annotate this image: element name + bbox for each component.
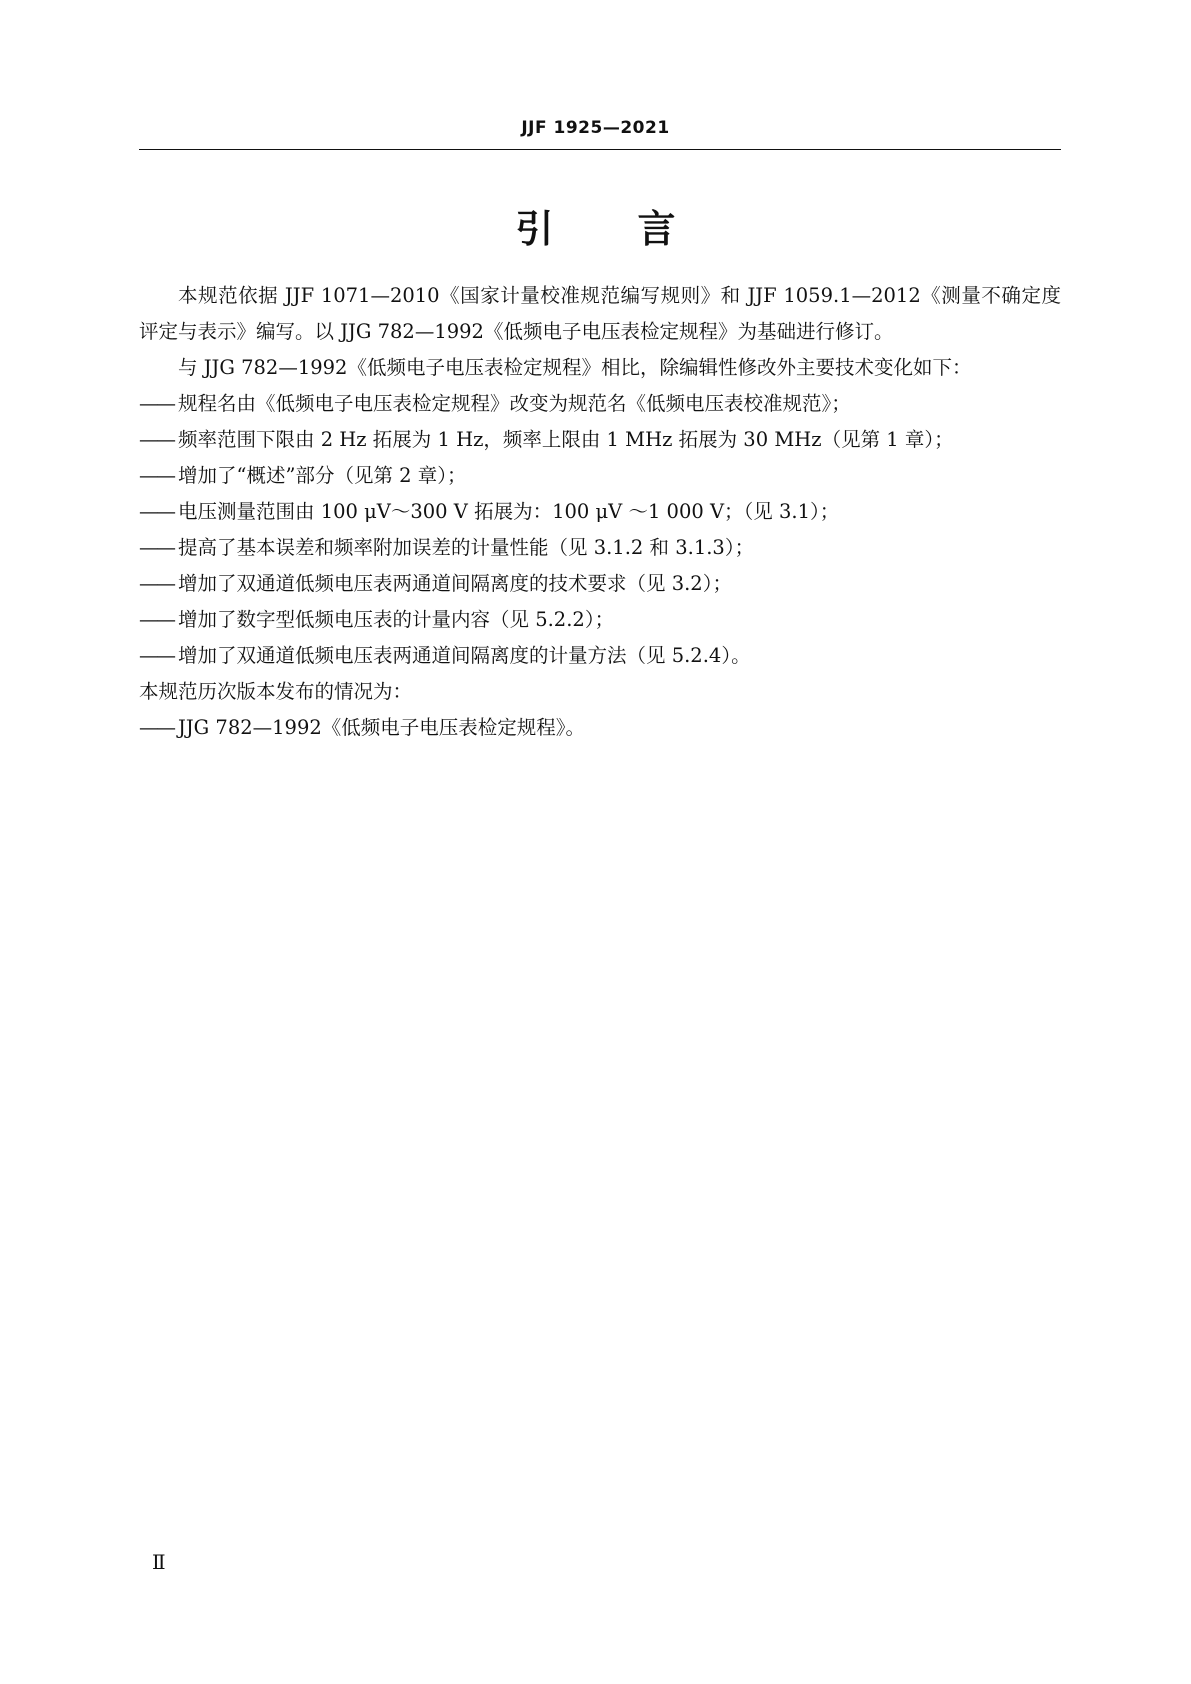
dash-marker: —— [139,392,174,415]
page-title [0,198,1191,253]
history-item [139,710,1061,746]
change-item [139,386,1061,422]
dash-marker: —— [139,500,174,523]
change-item [139,422,1061,458]
dash-marker: —— [139,608,174,631]
change-item [139,602,1061,638]
change-item [139,566,1061,602]
document-code-header: JJF 1925—2021 [521,118,670,138]
changes-intro-paragraph: 与 JJG 782—1992《低频电子电压表检定规程》相比，除编辑性修改外主要技术变化如下： [178,356,972,379]
header-divider [139,149,1061,150]
page-number: Ⅱ [152,1550,166,1574]
title-char-1: 引 [515,207,554,251]
dash-marker: —— [139,572,174,595]
change-item [139,494,1061,530]
dash-marker: —— [139,716,174,739]
change-item-text: 增加了双通道低频电压表两通道间隔离度的计量方法（见 5.2.4）。 [178,644,751,667]
change-item [139,530,1061,566]
intro-paragraph: 本规范依据 JJF 1071—2010《国家计量校准规范编写规则》和 JJF 1059.1—2012《测量不确定度评定与表示》编写。以 JJG 782—1992《低频电子电压表检定规程》为基础进行修订。 [139,284,1061,343]
title-char-2: 言 [637,207,676,251]
history-intro: 本规范历次版本发布的情况为： [139,680,413,703]
change-item-text: 增加了数字型低频电压表的计量内容（见 5.2.2）； [178,608,615,631]
change-item-text: 增加了双通道低频电压表两通道间隔离度的技术要求（见 3.2）； [178,572,732,595]
change-item-text: 电压测量范围由 100 μV～300 V 拓展为：100 μV ～1 000 V；（见 3.1）； [178,500,840,523]
document-body [139,278,1061,746]
change-item-text: 频率范围下限由 2 Hz 拓展为 1 Hz，频率上限由 1 MHz 拓展为 30 MHz（见第 1 章）； [178,428,954,451]
dash-marker: —— [139,464,174,487]
dash-marker: —— [139,428,174,451]
history-item-text: JJG 782—1992《低频电子电压表检定规程》。 [178,716,586,739]
change-item-text: 增加了“概述”部分（见第 2 章）； [178,464,467,487]
change-item [139,638,1061,674]
change-item-text: 提高了基本误差和频率附加误差的计量性能（见 3.1.2 和 3.1.3）； [178,536,755,559]
change-item-text: 规程名由《低频电子电压表检定规程》改变为规范名《低频电压表校准规范》； [178,392,851,415]
dash-marker: —— [139,536,174,559]
dash-marker: —— [139,644,174,667]
change-item [139,458,1061,494]
